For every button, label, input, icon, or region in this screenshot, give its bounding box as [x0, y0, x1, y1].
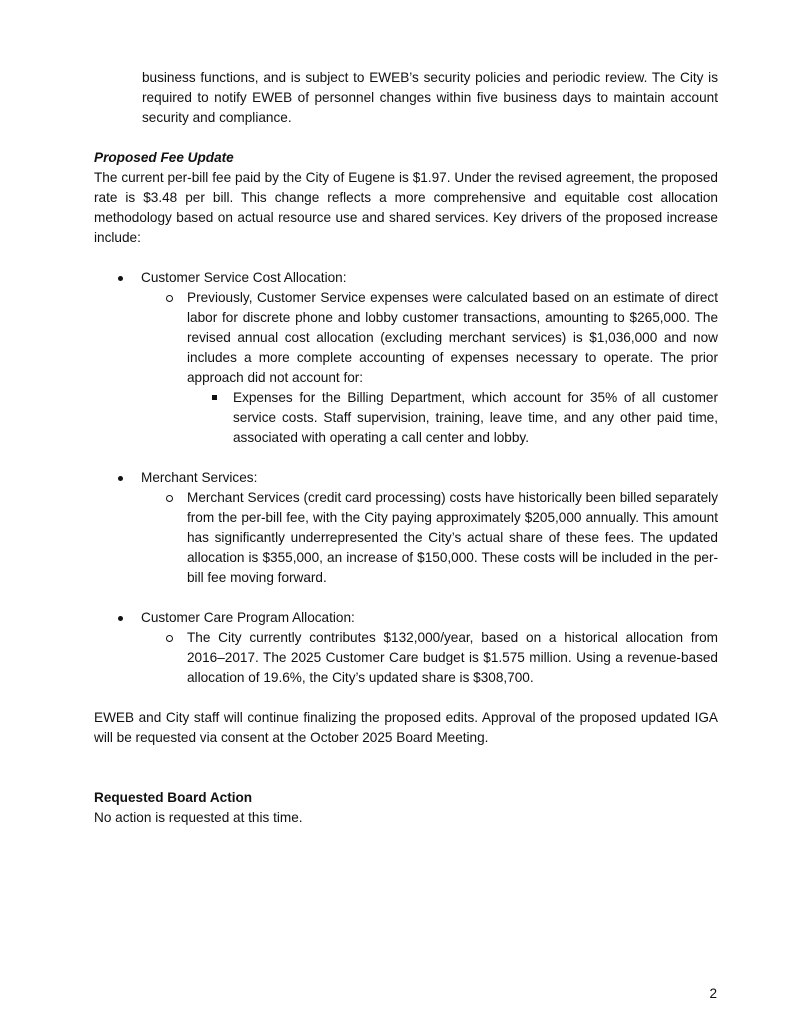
- list-item-label: Customer Service Cost Allocation:: [141, 270, 347, 285]
- drivers-list: [94, 268, 718, 688]
- bullet-dot-icon: [118, 276, 123, 281]
- list-item: [94, 608, 718, 688]
- sub-list-item-text: Previously, Customer Service expenses were calculated based on an estimate of direct labor for discrete phone and lobby customer transactions, amounting to $265,000. The revised annual cost allocation (excluding merchant services) is $1,036,000 and now includes a more complete accounting of expenses necessary to operate. The prior approach did not account for:: [187, 290, 718, 385]
- bullet-square-icon: [212, 395, 217, 400]
- fee-section-heading: Proposed Fee Update: [94, 150, 234, 165]
- sub-list-item: [141, 628, 718, 688]
- sub-list-item: [141, 288, 718, 448]
- board-action-text: No action is requested at this time.: [94, 810, 303, 825]
- bullet-circle-icon: [166, 495, 173, 502]
- intro-paragraph: business functions, and is subject to EWEB’s security policies and periodic review. The City is required to notify EWEB of personnel changes within five business days to maintain account security and compliance.: [142, 70, 718, 125]
- sub-list: [141, 628, 718, 688]
- bullet-dot-icon: [118, 616, 123, 621]
- document-body: [94, 68, 718, 828]
- sub-sub-list-item: [187, 388, 718, 448]
- closing-paragraph: EWEB and City staff will continue finalizing the proposed edits. Approval of the proposed updated IGA will be requested via consent at the October 2025 Board Meeting.: [94, 710, 718, 745]
- page-number: 2: [709, 986, 717, 1001]
- sub-list-item-text: The City currently contributes $132,000/year, based on a historical allocation from 2016–2017. The 2025 Customer Care budget is $1.575 million. Using a revenue-based allocation of 19.6%, the City’s updated share is $308,700.: [187, 630, 718, 685]
- sub-sub-list: [187, 388, 718, 448]
- list-item-label: Customer Care Program Allocation:: [141, 610, 355, 625]
- board-action-heading: Requested Board Action: [94, 790, 253, 805]
- sub-list-item-text: Merchant Services (credit card processing) costs have historically been billed separately from the per-bill fee, with the City paying approximately $205,000 annually. This amount has significantly underrepresented the City’s actual share of these fees. The updated allocation is $355,000, an increase of $150,000. These costs will be included in the per-bill fee moving forward.: [187, 490, 718, 585]
- sub-list: [141, 288, 718, 448]
- bullet-dot-icon: [118, 476, 123, 481]
- sub-list: [141, 488, 718, 588]
- sub-list-item: [141, 488, 718, 588]
- list-item: [94, 468, 718, 588]
- fee-section-paragraph: The current per-bill fee paid by the City of Eugene is $1.97. Under the revised agreement, the proposed rate is $3.48 per bill. This change reflects a more comprehensive and equitable cost allocation methodology based on actual resource use and shared services. Key drivers of the proposed increase include:: [94, 170, 718, 245]
- bullet-circle-icon: [166, 635, 173, 642]
- sub-sub-list-item-text: Expenses for the Billing Department, which account for 35% of all customer service costs. Staff supervision, training, leave time, and any other paid time, associated with operating a call center and lobby.: [233, 390, 718, 445]
- list-item-label: Merchant Services:: [141, 470, 258, 485]
- list-item: [94, 268, 718, 448]
- bullet-circle-icon: [166, 295, 173, 302]
